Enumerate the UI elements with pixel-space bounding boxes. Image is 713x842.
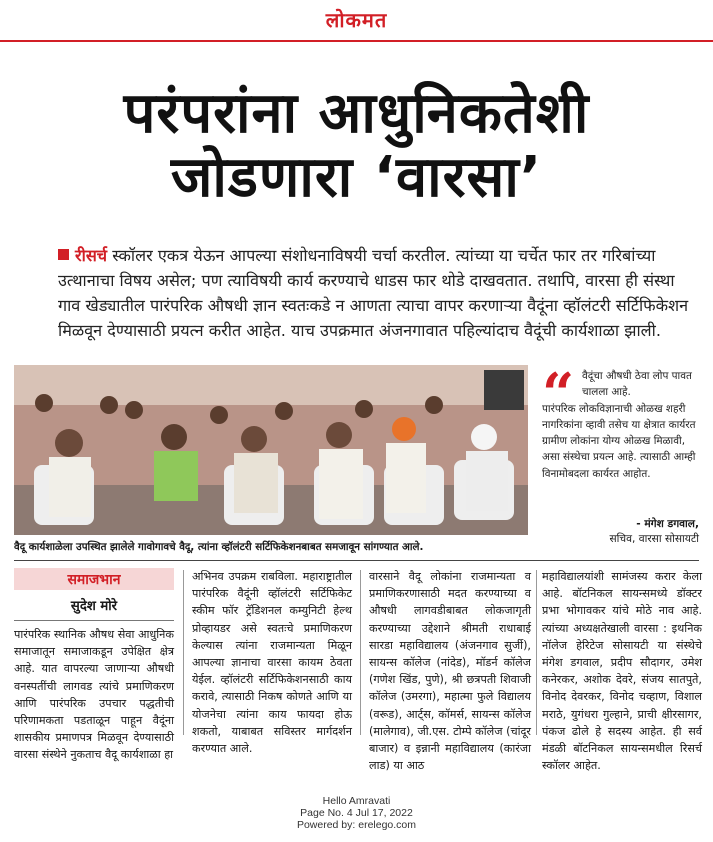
article-column-2: अभिनव उपक्रम राबविला. महाराष्ट्रातील पारंपरिक वैदूंनी व्हॉलंटरी सर्टिफिकेट स्कीम फॉर ट्रॅडिशनल कम्युनिटी हेल्थ प्रोव्हायडर असे स्वतःचे प्रमाणिकरण केल्यास त्यांना राजमान्यता मिळून आपल्या ज्ञानाचा वारसा कायम ठेवता येईल. व्हॉलंटरी सर्टिफिकेशनसाठी काय करावे, त्यासाठी निकष कोणते आणि या योजनेचा त्यांना काय फायदा होऊ शकतो, याबाबत सविस्तर मार्गदर्शन करण्यात आले. bbox=[192, 570, 352, 756]
masthead bbox=[0, 0, 713, 44]
pull-quote-first-line: वैदूंचा औषधी ठेवा लोप पावत चालला आहे. bbox=[582, 370, 692, 399]
byline: सुदेश मोरे bbox=[70, 599, 118, 614]
column-divider bbox=[183, 570, 184, 735]
footer-page-date: Page No. 4 Jul 17, 2022 bbox=[300, 807, 413, 819]
article-column-3: वारसाने वैदू लोकांना राजमान्यता व प्रमाणिकरणासाठी मदत करण्याच्या व औषधी लागवडीबाबत लोकजागृती करण्याच्या उद्देशाने श्रीमती राधाबाई सारडा महाविद्यालय (अंजनगाव सुर्जी), सायन्स कॉलेज (नांदेड), मॉडर्न कॉलेज (गणेश खिंड, पुणे), श्री छत्रपती शिवाजी कॉलेज (उमरगा), महात्मा फुले विद्यालय (वरूड), आर्ट्स, कॉमर्स, सायन्स कॉलेज (मालेगाव), जी.एस. टोम्पे कॉलेज (चांदूर बाजार) व इन्नानी महाविद्यालय (कारंजा लाड) या आठ bbox=[369, 570, 531, 773]
article-column-1: पारंपरिक स्थानिक औषध सेवा आधुनिक समाजातून समाजाकडून उपेक्षित क्षेत्र आहे. यात वापरल्या जाणाऱ्या औषधी वनस्पतींची लागवड त्यांचे प्रमाणिकरण आणि पारंपरिक उपचार पद्धतीची परिणामकता पडताळून पाहून वैदूंना शासकीय प्रमाणपत्र मिळवून देण्यासाठी वारसा संस्थेने नुकताच वैदू कार्यशाळा हा bbox=[14, 628, 174, 762]
photo-caption: वैदू कार्यशाळेला उपस्थित झालेले गावोगावचे वैदू, त्यांना व्हॉलंटरी सर्टिफिकेशनबाबत समजावून सांगण्यात आले. bbox=[14, 541, 424, 553]
masthead-rule bbox=[0, 40, 713, 42]
column-tag-label: समाजभान bbox=[67, 572, 121, 588]
column-divider bbox=[536, 570, 537, 735]
intro-kicker: रीसर्च bbox=[75, 246, 108, 265]
pull-quote bbox=[542, 361, 702, 482]
quote-mark-icon: “ bbox=[542, 361, 575, 427]
section-divider bbox=[14, 560, 699, 561]
pull-quote-text: पारंपरिक लोकविज्ञानाची ओळख शहरी नागरिकांना व्हावी तसेच या क्षेत्रात कार्यरत ग्रामीण लोकांना योग्य ओळख मिळावी, असा संस्थेचा प्रयत्न आहे. त्यासाठी आम्ही विनामोबदला कार्यरत आहोत. bbox=[542, 402, 696, 480]
square-bullet-icon bbox=[58, 249, 69, 260]
column-divider bbox=[360, 570, 361, 735]
quote-author: - मंगेश डगवाल, bbox=[636, 518, 699, 530]
headline-line-2: जोडणारा ‘वारसा’ bbox=[170, 145, 543, 210]
workshop-photo-illustration bbox=[14, 365, 528, 535]
column-tag bbox=[14, 568, 174, 590]
byline-rule bbox=[14, 620, 174, 621]
footer-edition: Hello Amravati bbox=[322, 795, 391, 807]
newspaper-logo[interactable]: लोकमत bbox=[325, 8, 388, 32]
headline-line-1: परंपरांना आधुनिकतेशी bbox=[123, 81, 590, 146]
footer-powered-by[interactable]: Powered by: erelego.com bbox=[296, 819, 417, 831]
intro-paragraph bbox=[58, 243, 698, 343]
quote-author-role: सचिव, वारसा सोसायटी bbox=[609, 533, 699, 545]
intro-text: स्कॉलर एकत्र येऊन आपल्या संशोधनाविषयी चर्चा करतील. त्यांच्या या चर्चेत फार तर गरिबांच्या उत्थानाचा विषय असेल; पण त्याविषयी कार्य करण्याचे धाडस फार थोडे दाखवतात. तथापि, वारसा ही संस्था गाव खेड्यातील पारंपरिक औषधी ज्ञान स्वतःकडे न आणता त्याचा वापर करणाऱ्या वैदूंना व्हॉलंटरी सर्टिफिकेशन मिळवून देण्यासाठी प्रयत्न करीत आहेत. याच उपक्रमात अंजनगावात पहिल्यांदाच वैदूंची कार्यशाळा झाली. bbox=[58, 246, 689, 340]
workshop-photo[interactable] bbox=[14, 365, 528, 535]
article-column-4: महाविद्यालयांशी सामंजस्य करार केला आहे. बॉटनिकल सायन्समध्ये डॉक्टर प्रभा भोगावकर यांचे मोठे नाव आहे. त्यांच्या अध्यक्षतेखाली वारसा : इथनिक नॉलेज हेरिटेज सोसायटी या संस्थेचे मंगेश डगवाल, प्रदीप सौदागर, उमेश कनेरकर, अशोक देवरे, संजय सातपुते, विनोद देवरकर, विनोद चव्हाण, विशाल मराठे, युगंधरा गुल्हाने, प्राची क्षीरसागर, पंकज ढोले हे सदस्य आहेत. ही सर्व मंडळी बॉटनिकल सायन्समधील रिसर्च स्कॉलर आहेत. bbox=[542, 570, 702, 773]
page-footer bbox=[0, 795, 713, 831]
